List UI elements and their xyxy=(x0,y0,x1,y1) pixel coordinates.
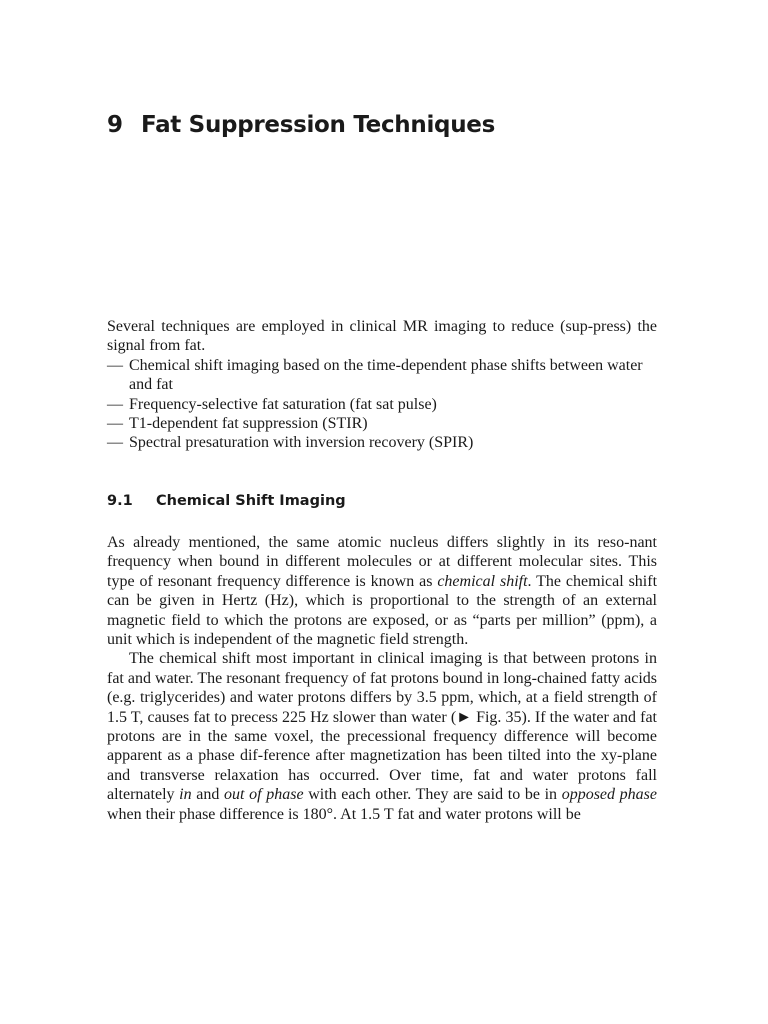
p2-term-out-of-phase: out of phase xyxy=(224,786,304,804)
list-dash: — xyxy=(107,395,123,413)
p2-text-e: with each other. They are said to be in xyxy=(303,786,562,804)
p1-term-chemical-shift: chemical shift xyxy=(437,572,528,590)
p1-text-a: As already mentioned, the same atomic nucleus differs slightly in its reso-nant frequency when bound in different molecules or at different molecular sites. This type of resonant frequency difference is known as xyxy=(107,534,657,590)
section-title: Chemical Shift Imaging xyxy=(156,493,346,509)
list-item-text: Spectral presaturation with inversion recovery (SPIR) xyxy=(129,434,474,452)
intro-block xyxy=(107,317,657,453)
intro-paragraph: Several techniques are employed in clinical MR imaging to reduce (sup-press) the signal from fat. xyxy=(107,318,657,355)
chapter-title-text: Fat Suppression Techniques xyxy=(141,112,495,138)
p2-term-opposed-phase: opposed phase xyxy=(561,786,658,804)
section-number: 9.1 xyxy=(107,493,133,509)
list-item xyxy=(107,356,657,395)
p2-term-in: in xyxy=(179,786,192,804)
p1-text-c: . The chemical shift can be given in Hertz (Hz), which is proportional to the strength of an external magnetic field to which the protons are exposed, or as “parts per million” (ppm), a unit which is independent of the magnetic field strength. xyxy=(107,572,658,649)
list-dash: — xyxy=(107,356,123,374)
list-dash: — xyxy=(107,415,123,433)
list-item-text: T1-dependent fat suppression (STIR) xyxy=(129,415,368,433)
list-item xyxy=(107,395,657,414)
list-dash: — xyxy=(107,434,123,452)
chapter-number: 9 xyxy=(107,112,123,138)
list-item-text: Frequency-selective fat saturation (fat sat pulse) xyxy=(129,395,437,413)
p2-text-a: The chemical shift most important in clinical imaging is that between protons in fat and water. The resonant frequency of fat protons bound in long-chained fatty acids (e.g. triglycerides) and water protons differs by 3.5 ppm, which, at a field strength of 1.5 T, causes fat to precess 225 Hz slower than water (► Fig. 35). If the water and fat protons are in the same voxel, the precessional frequency difference will become apparent as a phase dif-ference after magnetization has been tilted into the xy-plane and transverse relaxation has occurred. Over time, fat and water protons fall alternately xyxy=(107,650,657,804)
p2-text-g: when their phase difference is 180°. At 1.5 T fat and water protons will be xyxy=(107,805,581,823)
list-item xyxy=(107,433,657,452)
list-item-text: Chemical shift imaging based on the time-dependent phase shifts between water and fat xyxy=(129,356,643,394)
technique-list xyxy=(107,356,657,453)
body-paragraph-2 xyxy=(107,649,657,824)
section-heading xyxy=(107,493,346,509)
body-paragraph-1 xyxy=(107,533,657,649)
list-item xyxy=(107,414,657,433)
p2-text-c: and xyxy=(191,786,225,804)
section-body xyxy=(107,533,657,824)
chapter-title xyxy=(107,112,495,138)
